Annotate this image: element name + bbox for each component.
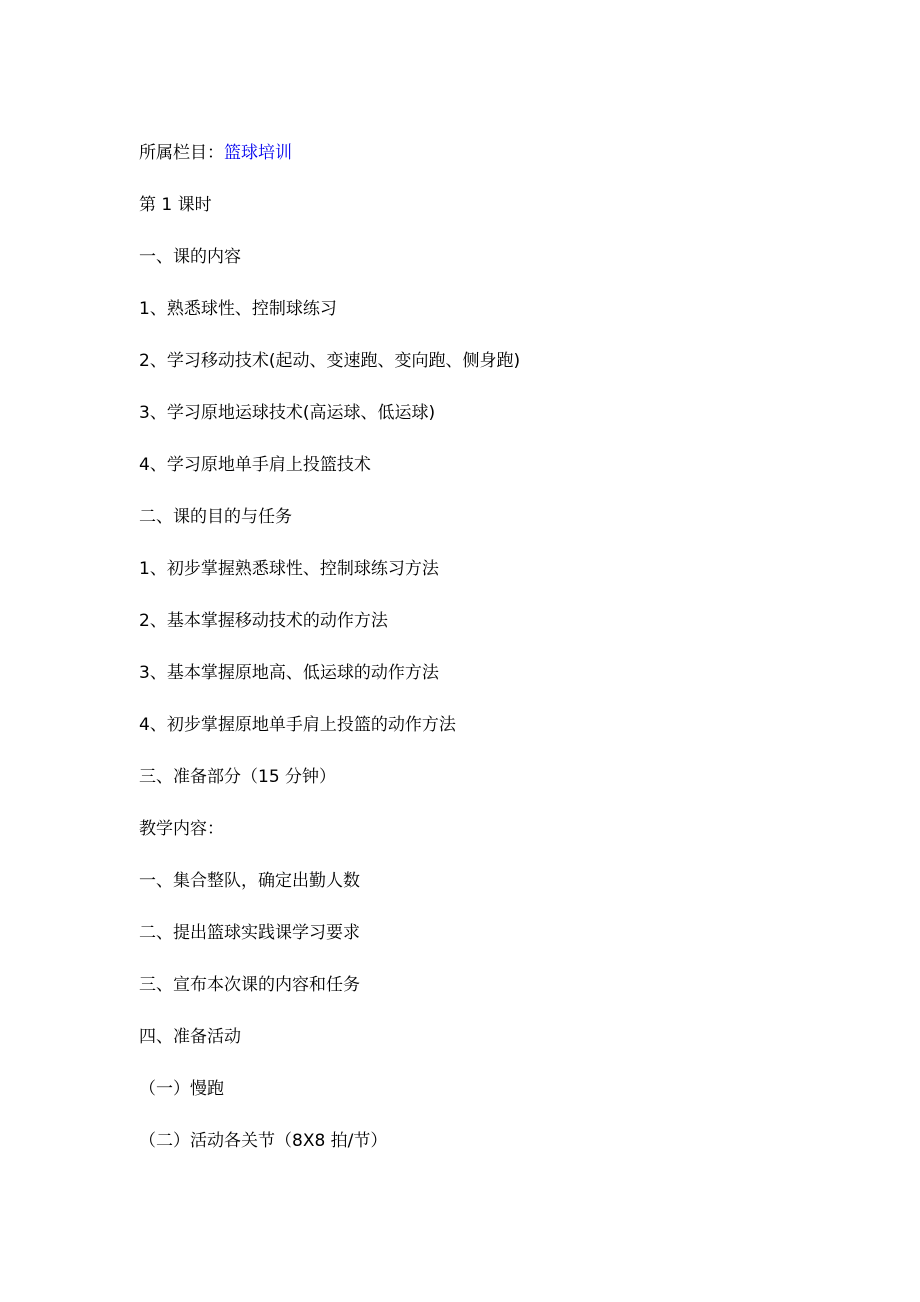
list-item: 2、学习移动技术(起动、变速跑、变向跑、侧身跑) (139, 351, 521, 371)
category-line (139, 139, 859, 191)
section-heading: 三、准备部分（15 分钟） (139, 767, 337, 787)
sub-list-item: （二）活动各关节（8X8 拍/节） (139, 1131, 388, 1151)
list-item: 一、集合整队，确定出勤人数 (139, 871, 360, 891)
list-item: 3、学习原地运球技术(高运球、低运球) (139, 403, 436, 423)
section-heading: 一、课的内容 (139, 247, 241, 267)
list-item: 三、宣布本次课的内容和任务 (139, 975, 360, 995)
list-item: 2、基本掌握移动技术的动作方法 (139, 611, 388, 631)
list-item: 二、提出篮球实践课学习要求 (139, 923, 360, 943)
subsection-label: 教学内容： (139, 819, 224, 839)
document-body (139, 139, 859, 1179)
category-link[interactable]: 篮球培训 (224, 143, 292, 163)
sub-list-item: （一）慢跑 (139, 1079, 224, 1099)
section-heading: 二、课的目的与任务 (139, 507, 292, 527)
list-item: 4、初步掌握原地单手肩上投篮的动作方法 (139, 715, 456, 735)
list-item: 3、基本掌握原地高、低运球的动作方法 (139, 663, 439, 683)
list-item: 1、熟悉球性、控制球练习 (139, 299, 337, 319)
category-label: 所属栏目： (139, 143, 224, 163)
list-item: 四、准备活动 (139, 1027, 241, 1047)
list-item: 4、学习原地单手肩上投篮技术 (139, 455, 371, 475)
lesson-title: 第 1 课时 (139, 195, 212, 215)
list-item: 1、初步掌握熟悉球性、控制球练习方法 (139, 559, 439, 579)
